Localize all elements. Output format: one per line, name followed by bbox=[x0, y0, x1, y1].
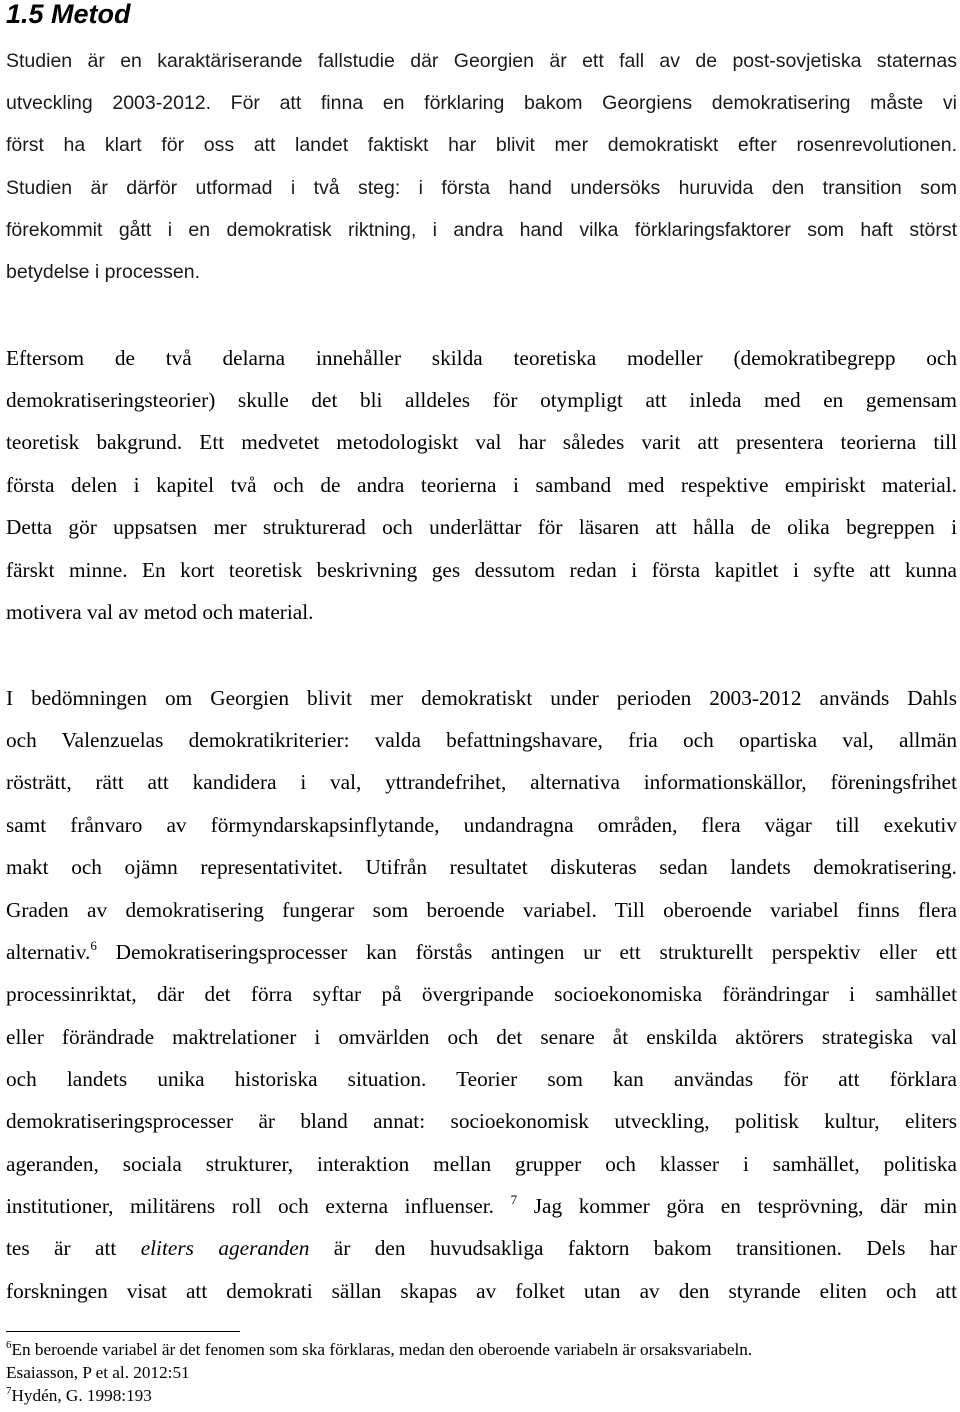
paragraph-3-line-2: och Valenzuelas demokratikriterier: valda befattningshavare, fria och opartiska val, allmän bbox=[6, 728, 957, 752]
paragraph-2-line-2: demokratiseringsteorier) skulle det bli alldeles för otympligt att inleda med en gemensam bbox=[6, 388, 957, 412]
footnote-6-text: En beroende variabel är det fenomen som ska förklaras, medan den oberoende variabeln är orsaksvariabeln. bbox=[11, 1340, 753, 1359]
paragraph-3-line-6: Graden av demokratisering fungerar som beroende variabel. Till oberoende variabel finns flera bbox=[6, 898, 957, 922]
line-7-text-after: Demokratiseringsprocesser kan förstås antingen ur ett strukturellt perspektiv eller ett bbox=[96, 940, 957, 964]
paragraph-1-line-1: Studien är en karaktäriserande fallstudie där Georgien är ett fall av de post-sovjetiska staternas bbox=[6, 50, 957, 72]
footnote-7-number: 7 bbox=[6, 1385, 12, 1397]
line-7-text-before: alternativ. bbox=[6, 940, 91, 964]
footnote-6-number: 6 bbox=[6, 1339, 12, 1351]
paragraph-3-line-5: makt och ojämn representativitet. Utifrån resultatet diskuteras sedan landets demokratisering. bbox=[6, 855, 957, 879]
paragraph-2-line-7: motivera val av metod och material. bbox=[6, 600, 314, 624]
paragraph-2-line-3: teoretisk bakgrund. Ett medvetet metodologiskt val har således varit att presentera teorierna till bbox=[6, 430, 957, 454]
paragraph-3-line-3: rösträtt, rätt att kandidera i val, yttrandefrihet, alternativa informationskällor, föreningsfrihet bbox=[6, 770, 957, 794]
italic-emphasis: eliters ageranden bbox=[140, 1236, 310, 1260]
footnote-6-citation: Esaiasson, P et al. 2012:51 bbox=[6, 1363, 190, 1382]
footnote-separator bbox=[6, 1331, 240, 1332]
line-14-text-after: är den huvudsakliga faktorn bakom transitionen. Dels har bbox=[309, 1236, 957, 1260]
paragraph-2-line-1: Eftersom de två delarna innehåller skilda teoretiska modeller (demokratibegrepp och bbox=[6, 346, 957, 370]
paragraph-1-line-4: Studien är därför utformad i två steg: i första hand undersöks huruvida den transition som bbox=[6, 177, 957, 199]
line-13-text-before: institutioner, militärens roll och externa influenser. bbox=[6, 1194, 511, 1218]
paragraph-3-line-4: samt frånvaro av förmyndarskapsinflytande, undandragna områden, flera vägar till exekutiv bbox=[6, 813, 957, 837]
footnote-7 bbox=[6, 1385, 152, 1407]
paragraph-3-line-9: eller förändrade maktrelationer i omvärlden och det senare åt enskilda aktörers strategiska val bbox=[6, 1025, 957, 1049]
paragraph-1-line-6: betydelse i processen. bbox=[6, 261, 201, 283]
paragraph-3-line-10: och landets unika historiska situation. Teorier som kan användas för att förklara bbox=[6, 1067, 957, 1091]
footnote-6 bbox=[6, 1339, 752, 1361]
paragraph-3-line-1: I bedömningen om Georgien blivit mer demokratiskt under perioden 2003-2012 används Dahls bbox=[6, 686, 957, 710]
line-14-text-before: tes är att bbox=[6, 1236, 141, 1260]
paragraph-3-line-15: forskningen visat att demokrati sällan skapas av folket utan av den styrande eliten och att bbox=[6, 1279, 957, 1303]
paragraph-1-line-2: utveckling 2003-2012. För att finna en förklaring bakom Georgiens demokratisering måste vi bbox=[6, 92, 957, 114]
paragraph-3-line-7 bbox=[6, 931, 957, 973]
paragraph-2-line-6: färskt minne. En kort teoretisk beskrivning ges dessutom redan i första kapitlet i syfte att kunna bbox=[6, 558, 957, 582]
paragraph-3-line-14 bbox=[6, 1227, 957, 1269]
section-heading: 1.5 Metod bbox=[6, 0, 131, 29]
paragraph-2-line-5: Detta gör uppsatsen mer strukturerad och underlättar för läsaren att hålla de olika begreppen i bbox=[6, 515, 957, 539]
line-13-text-after: Jag kommer göra en tesprövning, där min bbox=[517, 1194, 957, 1218]
footnote-ref-6[interactable]: 6 bbox=[90, 938, 97, 953]
paragraph-3-line-11: demokratiseringsprocesser är bland annat: socioekonomisk utveckling, politisk kultur, eliters bbox=[6, 1109, 957, 1133]
footnote-ref-7[interactable]: 7 bbox=[510, 1192, 518, 1207]
paragraph-1-line-3: först ha klart för oss att landet faktiskt har blivit mer demokratiskt efter rosenrevolutionen. bbox=[6, 134, 957, 156]
paragraph-3-line-13 bbox=[6, 1185, 957, 1227]
footnote-7-text: Hydén, G. 1998:193 bbox=[11, 1386, 152, 1405]
paragraph-1-line-5: förekommit gått i en demokratisk riktning, i andra hand vilka förklaringsfaktorer som haft störst bbox=[6, 219, 957, 241]
paragraph-3-line-12: ageranden, sociala strukturer, interaktion mellan grupper och klasser i samhället, politiska bbox=[6, 1152, 957, 1176]
paragraph-2-line-4: första delen i kapitel två och de andra teorierna i samband med respektive empiriskt material. bbox=[6, 473, 957, 497]
paragraph-3-line-8: processinriktat, där det förra syftar på övergripande socioekonomiska förändringar i samhället bbox=[6, 982, 957, 1006]
